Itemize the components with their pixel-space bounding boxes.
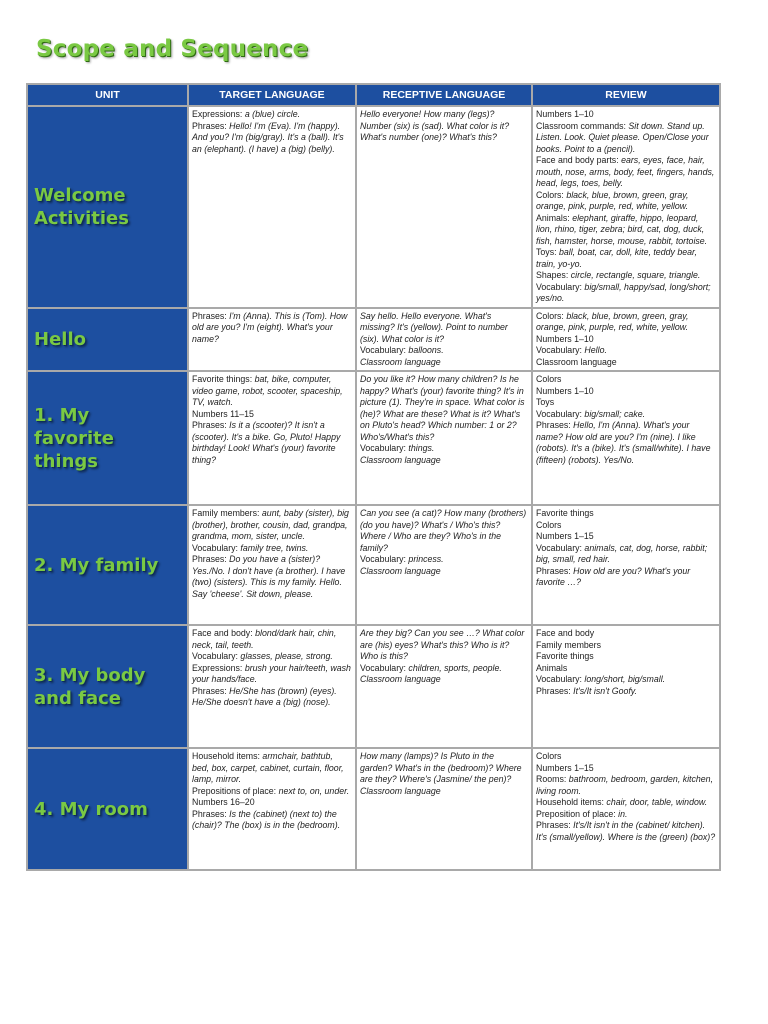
label-text: Face and body bbox=[536, 628, 595, 638]
label-text: Vocabulary: bbox=[192, 651, 241, 661]
example-text: It's/It isn't in the (cabinet/ kitchen). It's (small/yellow). Where is the (green) (box)? bbox=[536, 820, 716, 842]
column-header-unit: UNIT bbox=[27, 84, 188, 106]
label-text: Phrases: bbox=[536, 685, 574, 696]
example-text: black, blue, brown, green, gray, orange, pink, purple, red, white, yellow. bbox=[536, 189, 689, 211]
example-text: Classroom language bbox=[360, 356, 441, 367]
receptive-cell bbox=[356, 371, 532, 505]
example-text: circle, rectangle, square, triangle. bbox=[570, 270, 701, 280]
example-text: Hello! I'm (Eva). I'm (happy). And you? I'm (big/gray). It's a (ball). It's an (elephant). (I have) a (big) (belly). bbox=[192, 120, 344, 154]
target-line bbox=[192, 420, 352, 466]
label-text: Vocabulary: bbox=[360, 443, 409, 453]
column-header-receptive-language: RECEPTIVE LANGUAGE bbox=[356, 84, 532, 106]
receptive-line bbox=[360, 357, 528, 369]
target-line bbox=[192, 543, 352, 555]
example-text: big/small, happy/sad, long/short; yes/no. bbox=[536, 281, 711, 303]
example-text: Classroom language bbox=[360, 565, 441, 576]
review-line bbox=[536, 386, 716, 398]
example-text: How old are you? What's your favorite …? bbox=[536, 565, 691, 587]
example-text: a (blue) circle. bbox=[244, 109, 301, 119]
label-text: Phrases: bbox=[192, 310, 230, 321]
example-text: Is it a (scooter)? It isn't a (scooter). It's a bike. Go, Pluto! Happy birthday! Look! What's (your) favorite thing? bbox=[192, 420, 341, 465]
review-line bbox=[536, 213, 716, 248]
label-text: Favorite things bbox=[536, 651, 594, 661]
review-cell bbox=[532, 371, 720, 505]
label-text: Numbers 1–15 bbox=[536, 531, 594, 541]
review-line bbox=[536, 820, 716, 843]
example-text: balloons. bbox=[408, 345, 444, 355]
receptive-line bbox=[360, 674, 528, 686]
unit-cell bbox=[27, 308, 188, 372]
unit-title: 2. My family bbox=[34, 554, 159, 576]
review-line bbox=[536, 651, 716, 663]
label-text: Vocabulary: bbox=[360, 662, 409, 673]
unit-title: Welcome Activities bbox=[34, 184, 129, 229]
review-line bbox=[536, 155, 716, 190]
review-line bbox=[536, 640, 716, 652]
review-line bbox=[536, 797, 716, 809]
example-text: elephant, giraffe, hippo, leopard, lion, rhino, tiger, zebra; bird, cat, dog, duck, fish, hamster, horse, mouse, rabbit, tortoise. bbox=[536, 212, 708, 246]
receptive-line bbox=[360, 786, 528, 798]
target-line bbox=[192, 311, 352, 346]
review-line bbox=[536, 809, 716, 821]
example-text: Sit down. Stand up. Listen. Look. Quiet please. Open/Close your books. Point to a (pencil). bbox=[536, 120, 709, 154]
example-text: princess. bbox=[408, 554, 444, 564]
unit-title: 4. My room bbox=[34, 798, 148, 820]
label-text: Numbers 1–10 bbox=[536, 333, 594, 344]
review-cell bbox=[532, 748, 720, 870]
example-text: glasses, please, strong. bbox=[240, 651, 333, 661]
table-row bbox=[27, 371, 720, 505]
target-line bbox=[192, 109, 352, 121]
receptive-line bbox=[360, 311, 528, 346]
receptive-line bbox=[360, 663, 528, 675]
label-text: Prepositions of place: bbox=[192, 785, 279, 796]
example-text: Classroom language bbox=[360, 674, 441, 684]
label-text: Family members: bbox=[192, 508, 262, 518]
target-line bbox=[192, 651, 352, 663]
example-text: long/short, big/small. bbox=[584, 674, 666, 684]
review-line bbox=[536, 311, 716, 334]
review-line bbox=[536, 531, 716, 543]
review-line bbox=[536, 397, 716, 409]
target-line bbox=[192, 409, 352, 421]
page-title: Scope and Sequence bbox=[36, 36, 309, 62]
example-text: aunt, baby (sister), big (brother), brother, cousin, dad, grandpa, grandma, mom, sister, uncle. bbox=[192, 508, 349, 541]
example-text: Are they big? Can you see …? What color are (his) eyes? What's this? Who is it? Who is this? bbox=[360, 628, 525, 661]
label-text: Classroom commands: bbox=[536, 120, 629, 131]
review-line bbox=[536, 663, 716, 675]
example-text: big/small; cake. bbox=[584, 408, 646, 419]
receptive-line bbox=[360, 109, 528, 144]
review-line bbox=[536, 282, 716, 305]
review-line bbox=[536, 121, 716, 156]
receptive-line bbox=[360, 443, 528, 455]
example-text: Hello everyone! How many (legs)? Number (six) is (sad). What color is it? What's number (one)? What's this? bbox=[360, 109, 510, 142]
label-text: Toys: bbox=[536, 247, 559, 257]
label-text: Classroom language bbox=[536, 356, 617, 367]
label-text: Expressions: bbox=[192, 662, 245, 673]
label-text: Favorite things: bbox=[192, 374, 255, 384]
example-text: Say hello. Hello everyone. What's missing? It's (yellow). Point to number (six). What color is it? bbox=[360, 310, 508, 344]
label-text: Expressions: bbox=[192, 109, 245, 119]
label-text: Face and body: bbox=[192, 628, 256, 638]
receptive-line bbox=[360, 345, 528, 357]
table-row bbox=[27, 625, 720, 748]
target-cell bbox=[188, 371, 356, 505]
receptive-line bbox=[360, 554, 528, 566]
label-text: Phrases: bbox=[192, 808, 230, 819]
label-text: Phrases: bbox=[192, 120, 230, 131]
label-text: Vocabulary: bbox=[192, 542, 241, 553]
receptive-cell bbox=[356, 106, 532, 308]
receptive-cell bbox=[356, 625, 532, 748]
target-line bbox=[192, 786, 352, 798]
label-text: Vocabulary: bbox=[360, 345, 409, 355]
table-row bbox=[27, 505, 720, 625]
review-line bbox=[536, 334, 716, 346]
label-text: Rooms: bbox=[536, 774, 569, 784]
label-text: Numbers 1–10 bbox=[536, 109, 594, 119]
example-text: Classroom language bbox=[360, 785, 441, 796]
example-text: bathroom, bedroom, garden, kitchen, living room. bbox=[536, 774, 714, 796]
target-line bbox=[192, 809, 352, 832]
unit-title: 1. My favorite things bbox=[34, 404, 114, 472]
label-text: Vocabulary: bbox=[536, 674, 585, 684]
example-text: family tree, twins. bbox=[240, 542, 309, 553]
review-line bbox=[536, 763, 716, 775]
review-line bbox=[536, 247, 716, 270]
review-line bbox=[536, 374, 716, 386]
label-text: Colors: bbox=[536, 189, 567, 200]
example-text: I'm (Anna). This is (Tom). How old are you? I'm (eight). What's your name? bbox=[192, 310, 348, 344]
label-text: Phrases: bbox=[192, 554, 230, 564]
table-header-row bbox=[27, 84, 720, 106]
review-line bbox=[536, 190, 716, 213]
example-text: He/She has (brown) (eyes). He/She doesn't have a (big) (nose). bbox=[192, 685, 337, 707]
label-text: Household items: bbox=[536, 797, 607, 807]
review-cell bbox=[532, 308, 720, 372]
target-cell bbox=[188, 308, 356, 372]
label-text: Toys bbox=[536, 397, 555, 407]
label-text: Preposition of place: bbox=[536, 808, 619, 819]
receptive-line bbox=[360, 508, 528, 554]
review-line bbox=[536, 543, 716, 566]
review-line bbox=[536, 270, 716, 282]
receptive-cell bbox=[356, 748, 532, 870]
label-text: Vocabulary: bbox=[536, 542, 585, 553]
example-text: Hello. bbox=[584, 345, 607, 355]
example-text: How many (lamps)? Is Pluto in the garden? What's in the (bedroom)? Where are they? Where's (Jasmine/ the pen)? bbox=[360, 751, 522, 784]
example-text: chair, door, table, window. bbox=[606, 797, 708, 807]
target-line bbox=[192, 628, 352, 651]
example-text: Do you have a (sister)? Yes./No. I don't have (a brother). I have (two) (sisters). This is my family. Hello. Say 'cheese'. Sit down, please. bbox=[192, 554, 346, 599]
label-text: Numbers 1–10 bbox=[536, 385, 594, 396]
label-text: Colors: bbox=[536, 310, 567, 321]
example-text: ears, eyes, face, hair, mouth, nose, arms, body, feet, fingers, hands, head, legs, toes, belly. bbox=[536, 155, 715, 188]
column-header-target-language: TARGET LANGUAGE bbox=[188, 84, 356, 106]
label-text: Phrases: bbox=[192, 685, 230, 696]
review-line bbox=[536, 508, 716, 520]
example-text: Hello, I'm (Anna). What's your name? How old are you? I'm (nine). I like (robots). It's a (bike). It's (small/white). I have (fifteen) (robots). Yes/No. bbox=[536, 420, 711, 465]
label-text: Animals: bbox=[536, 212, 573, 223]
target-line bbox=[192, 121, 352, 156]
target-line bbox=[192, 663, 352, 686]
label-text: Numbers 16–20 bbox=[192, 797, 255, 807]
unit-cell bbox=[27, 106, 188, 308]
target-cell bbox=[188, 625, 356, 748]
example-text: Do you like it? How many children? Is he happy? What's (your) favorite thing? It's in picture (1). They're in space. What color is (he)? What are these? What is it? What's on Pluto's head? Which number: 1 or 2? Who's/What's this? bbox=[360, 374, 525, 442]
review-line bbox=[536, 566, 716, 589]
receptive-cell bbox=[356, 308, 532, 372]
label-text: Vocabulary: bbox=[536, 408, 585, 419]
example-text: Can you see (a cat)? How many (brothers) (do you have)? What's / Who's this? Where / Who are they? Who's in the family? bbox=[360, 508, 527, 553]
example-text: children, sports, people. bbox=[408, 662, 502, 673]
unit-cell bbox=[27, 505, 188, 625]
label-text: Phrases: bbox=[536, 820, 574, 830]
example-text: black, blue, brown, green, gray, orange, pink, purple, red, white, yellow. bbox=[536, 310, 689, 332]
label-text: Animals bbox=[536, 662, 568, 673]
target-line bbox=[192, 374, 352, 409]
label-text: Household items: bbox=[192, 751, 263, 761]
example-text: in. bbox=[618, 808, 628, 819]
label-text: Vocabulary: bbox=[360, 554, 409, 564]
label-text: Phrases: bbox=[192, 420, 230, 430]
receptive-line bbox=[360, 628, 528, 663]
target-line bbox=[192, 797, 352, 809]
unit-title: 3. My body and face bbox=[34, 664, 146, 709]
example-text: blond/dark hair, chin, neck, tail, teeth. bbox=[192, 628, 337, 650]
review-line bbox=[536, 409, 716, 421]
label-text: Family members bbox=[536, 639, 602, 650]
review-line bbox=[536, 628, 716, 640]
table-row bbox=[27, 748, 720, 870]
review-cell bbox=[532, 106, 720, 308]
scope-sequence-table bbox=[26, 83, 721, 871]
label-text: Phrases: bbox=[536, 565, 574, 576]
unit-cell bbox=[27, 625, 188, 748]
table-row bbox=[27, 308, 720, 372]
label-text: Numbers 1–15 bbox=[536, 762, 594, 773]
label-text: Phrases: bbox=[536, 420, 574, 430]
unit-cell bbox=[27, 748, 188, 870]
label-text: Favorite things bbox=[536, 508, 594, 518]
target-line bbox=[192, 686, 352, 709]
example-text: armchair, bathtub, bed, box, carpet, cabinet, curtain, floor, lamp, mirror. bbox=[192, 751, 344, 784]
unit-cell bbox=[27, 371, 188, 505]
target-line bbox=[192, 508, 352, 543]
target-cell bbox=[188, 106, 356, 308]
target-line bbox=[192, 751, 352, 786]
receptive-cell bbox=[356, 505, 532, 625]
label-text: Colors bbox=[536, 374, 562, 384]
review-line bbox=[536, 751, 716, 763]
review-line bbox=[536, 674, 716, 686]
review-line bbox=[536, 686, 716, 698]
label-text: Shapes: bbox=[536, 270, 571, 280]
receptive-line bbox=[360, 455, 528, 467]
label-text: Vocabulary: bbox=[536, 345, 585, 355]
label-text: Colors bbox=[536, 519, 562, 530]
example-text: next to, on, under. bbox=[278, 785, 350, 796]
label-text: Vocabulary: bbox=[536, 281, 585, 292]
example-text: bat, bike, computer, video game, robot, scooter, spaceship, TV, watch. bbox=[192, 374, 343, 407]
example-text: things. bbox=[408, 443, 435, 453]
receptive-line bbox=[360, 566, 528, 578]
column-header-review: REVIEW bbox=[532, 84, 720, 106]
target-cell bbox=[188, 505, 356, 625]
unit-title: Hello bbox=[34, 328, 86, 350]
target-cell bbox=[188, 748, 356, 870]
review-cell bbox=[532, 625, 720, 748]
target-line bbox=[192, 554, 352, 600]
label-text: Colors bbox=[536, 751, 562, 761]
receptive-line bbox=[360, 374, 528, 443]
label-text: Numbers 11–15 bbox=[192, 408, 254, 419]
review-cell bbox=[532, 505, 720, 625]
review-line bbox=[536, 345, 716, 357]
receptive-line bbox=[360, 751, 528, 786]
example-text: ball, boat, car, doll, kite, teddy bear, train, yo-yo. bbox=[536, 247, 697, 269]
example-text: animals, cat, dog, horse, rabbit; big, small, red hair. bbox=[536, 542, 708, 564]
example-text: It's/It isn't Goofy. bbox=[573, 685, 637, 696]
example-text: brush your hair/teeth, wash your hands/face. bbox=[192, 662, 351, 684]
review-line bbox=[536, 774, 716, 797]
review-line bbox=[536, 420, 716, 466]
review-line bbox=[536, 520, 716, 532]
example-text: Is the (cabinet) (next to) the (chair)? The (box) is in the (bedroom). bbox=[192, 808, 341, 830]
review-line bbox=[536, 109, 716, 121]
review-line bbox=[536, 357, 716, 369]
table-row bbox=[27, 106, 720, 308]
label-text: Face and body parts: bbox=[536, 155, 622, 165]
example-text: Classroom language bbox=[360, 454, 441, 465]
